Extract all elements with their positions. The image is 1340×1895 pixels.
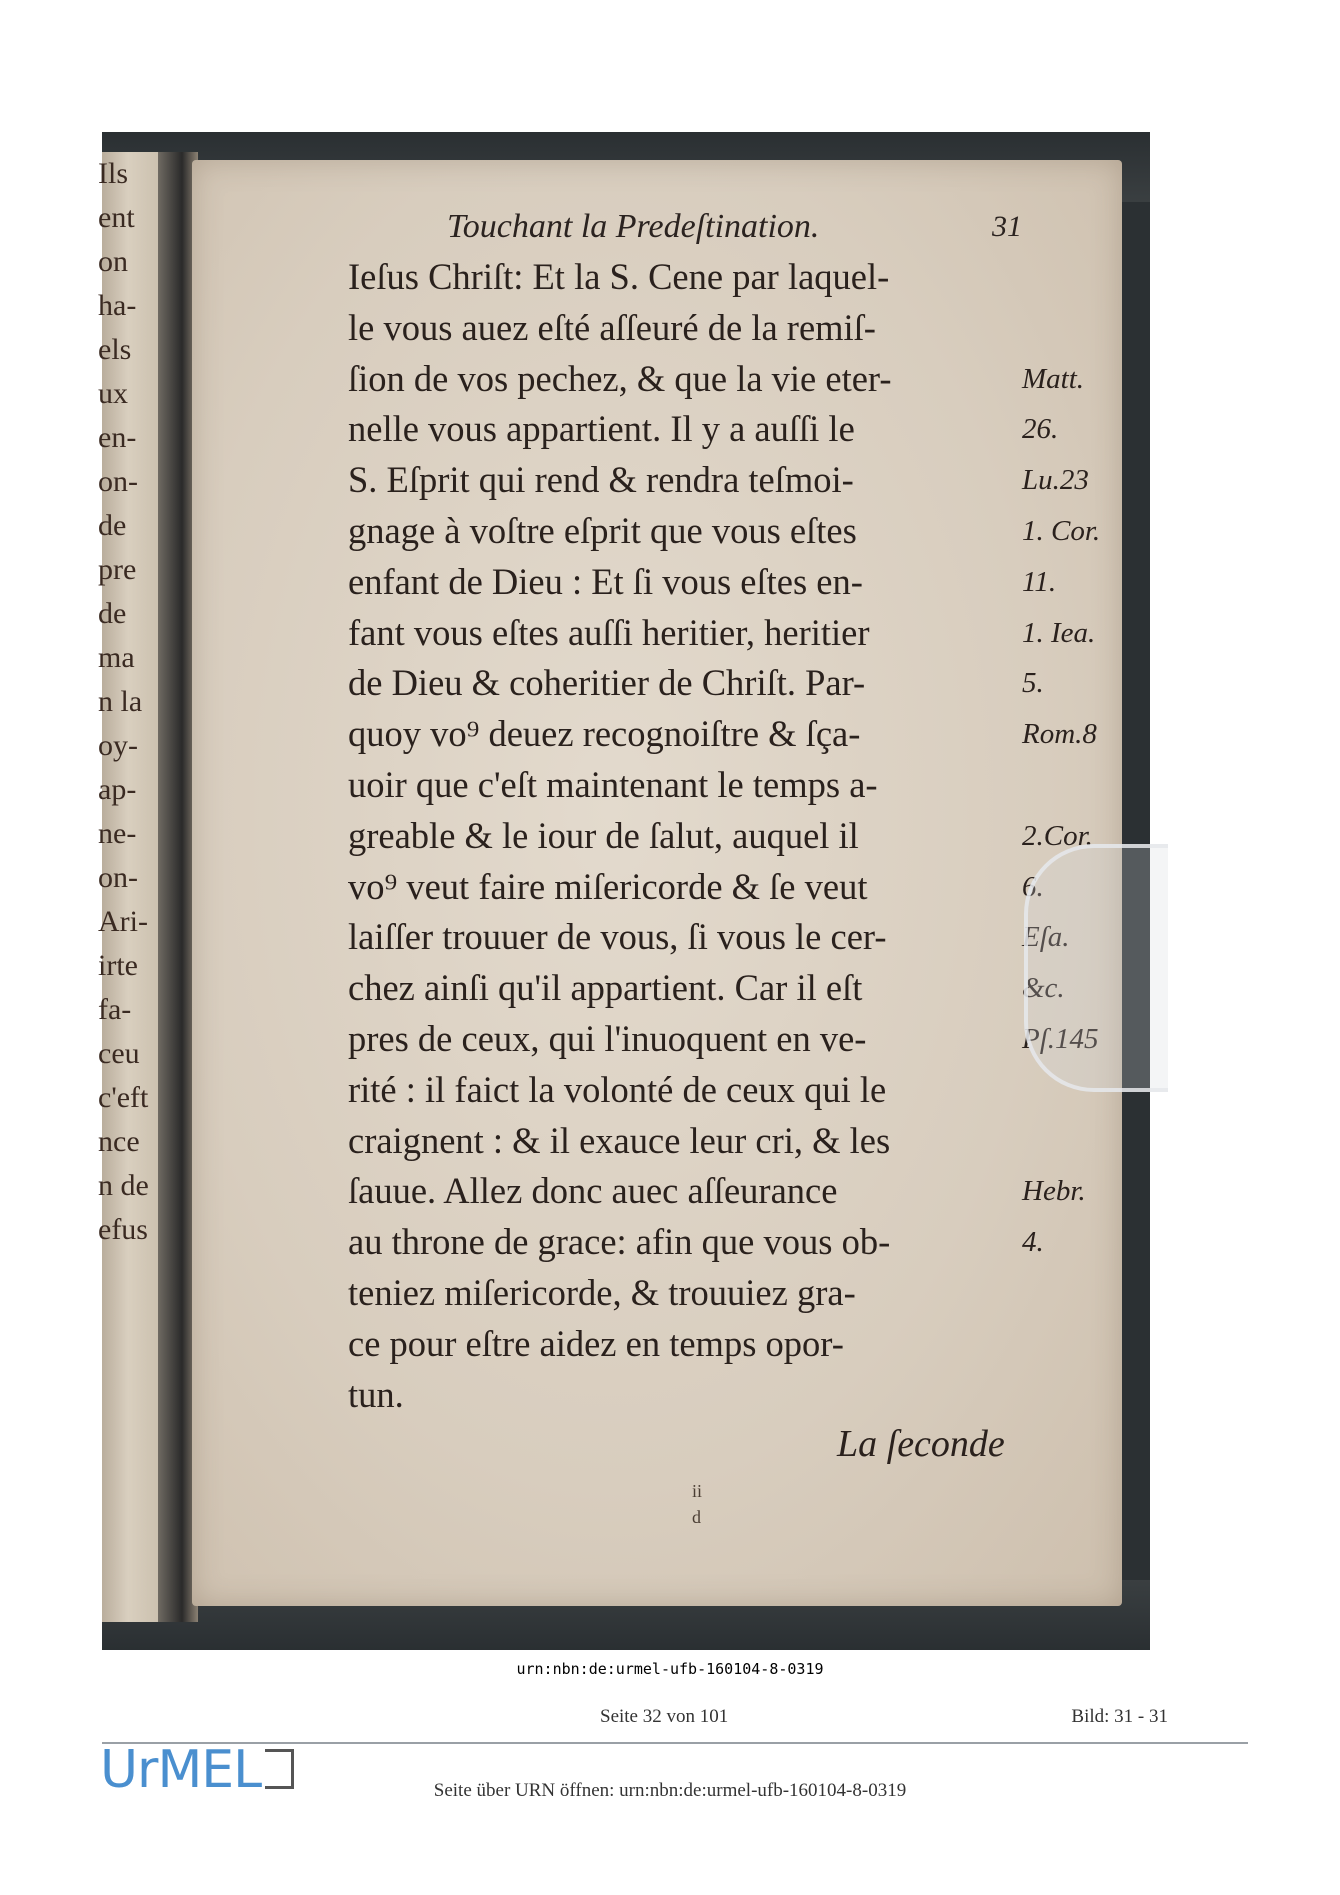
left-page-fragment: on- <box>98 861 138 894</box>
text-line: ſion de vos pechez, & que la vie eter- <box>348 357 892 399</box>
left-page-fragment: on- <box>98 465 138 498</box>
left-page-fragment: de <box>98 597 127 630</box>
margin-note: 1. Cor. <box>1022 514 1101 547</box>
margin-note: 4. <box>1022 1226 1044 1259</box>
margin-note: 11. <box>1022 565 1057 598</box>
text-line: teniez miſericorde, & trouuiez gra- <box>348 1271 856 1313</box>
left-page-fragment: nce <box>98 1125 140 1158</box>
left-page-fragment: pre <box>98 553 137 586</box>
text-line: rité : il faict la volonté de ceux qui le <box>348 1068 887 1110</box>
text-line: uoir que c'eſt maintenant le temps a- <box>348 763 878 805</box>
urn-identifier: urn:nbn:de:urmel-ufb-160104-8-0319 <box>516 1660 824 1678</box>
margin-note: Eſa. <box>1022 921 1070 954</box>
left-page-fragment: en- <box>98 421 137 454</box>
scanned-book-image <box>98 132 1150 1650</box>
margin-note: Pſ.145 <box>1022 1022 1099 1055</box>
left-page-fragment: n la <box>98 685 143 718</box>
left-page-fragment: Ils <box>98 157 128 190</box>
text-line: quoy vo⁹ deuez recognoiſtre & ſça- <box>348 713 861 755</box>
page-clip <box>1024 844 1168 1092</box>
text-line: pres de ceux, qui l'inuoquent en ve- <box>348 1017 867 1059</box>
margin-note: 26. <box>1022 413 1059 446</box>
margin-note: 6. <box>1022 870 1044 903</box>
left-page-fragment: irte <box>98 949 138 982</box>
left-page-fragment: ceu <box>98 1037 140 1070</box>
body-text <box>348 252 978 1420</box>
left-page-fragment: els <box>98 333 132 366</box>
image-count: Bild: 31 - 31 <box>1071 1706 1168 1727</box>
left-page-fragment: c'eft <box>98 1081 149 1114</box>
text-line: greable & le iour de ſalut, auquel il <box>348 814 859 856</box>
text-line: fant vous eſtes auſſi heritier, heritier <box>348 611 870 653</box>
left-page-fragment: n de <box>98 1169 149 1202</box>
text-line: le vous auez eſté aſſeuré de la remiſ- <box>348 306 876 348</box>
text-line: gnage à voſtre eſprit que vous eſtes <box>348 509 857 551</box>
text-line: chez ainſi qu'il appartient. Car il eſt <box>348 967 863 1009</box>
margin-note <box>1022 1268 1117 1319</box>
text-line: laiſſer trouuer de vous, ſi vous le cer- <box>348 916 887 958</box>
book-page <box>192 160 1122 1606</box>
open-urn-link[interactable]: Seite über URN öffnen: urn:nbn:de:urmel-ufb-160104-8-0319 <box>433 1780 907 1801</box>
left-page-fragment: ux <box>98 377 128 410</box>
text-line: vo⁹ veut faire miſericorde & ſe veut <box>348 865 868 907</box>
left-page-fragment: Ari- <box>98 905 148 938</box>
running-header: Touchant la Predeſtination. <box>447 208 820 245</box>
margin-note <box>1022 303 1117 354</box>
signature-mark: d <box>692 1507 701 1527</box>
margin-note: Matt. <box>1022 362 1085 395</box>
margin-note: 5. <box>1022 667 1044 700</box>
signature-mark: ii <box>692 1481 703 1501</box>
left-page-edge <box>98 152 160 1622</box>
text-line: craignent : & il exauce leur cri, & les <box>348 1119 891 1161</box>
left-page-fragment: on <box>98 245 128 278</box>
text-line: de Dieu & coheritier de Chriſt. Par- <box>348 662 866 704</box>
left-page-fragment: ha- <box>98 289 137 322</box>
margin-note: Hebr. <box>1022 1175 1086 1208</box>
margin-note: Lu.23 <box>1022 464 1089 497</box>
signature-marks <box>692 1478 702 1530</box>
margin-references <box>1022 252 1117 1420</box>
text-line: S. Eſprit qui rend & rendra teſmoi- <box>348 459 854 501</box>
text-line: Ieſus Chriſt: Et la S. Cene par laquel- <box>348 256 890 297</box>
left-page-fragment: ent <box>98 201 135 234</box>
left-page-fragment: oy- <box>98 729 138 762</box>
text-line: ſauue. Allez donc auec aſſeurance <box>348 1170 838 1212</box>
margin-note <box>1022 1319 1117 1370</box>
text-line: au throne de grace: afin que vous ob- <box>348 1221 891 1263</box>
page-number: 31 <box>992 210 1022 243</box>
left-page-fragment: de <box>98 509 127 542</box>
left-page-fragment: ap- <box>98 773 137 806</box>
text-line: nelle vous appartient. Il y a auſſi le <box>348 408 855 450</box>
margin-note <box>1022 1116 1117 1167</box>
left-page-fragment: ma <box>98 641 135 674</box>
logo-text: UrMEL <box>100 1740 262 1800</box>
text-line: ce pour eſtre aidez en temps opor- <box>348 1322 844 1364</box>
text-line: enfant de Dieu : Et ſi vous eſtes en- <box>348 560 863 602</box>
margin-note <box>1022 252 1117 303</box>
left-page-fragment: fa- <box>98 993 132 1026</box>
margin-note <box>1022 760 1117 811</box>
margin-note: Rom.8 <box>1022 718 1097 751</box>
left-page-fragment: efus <box>98 1213 148 1246</box>
catchword: La ſeconde <box>837 1423 1005 1465</box>
margin-note: 2.Cor. <box>1022 819 1093 852</box>
margin-note: 1. Iea. <box>1022 616 1096 649</box>
page-count: Seite 32 von 101 <box>600 1706 729 1727</box>
margin-note <box>1022 1370 1117 1421</box>
left-page-fragment: ne- <box>98 817 137 850</box>
text-line: tun. <box>348 1373 404 1415</box>
margin-note: &c. <box>1022 972 1065 1005</box>
